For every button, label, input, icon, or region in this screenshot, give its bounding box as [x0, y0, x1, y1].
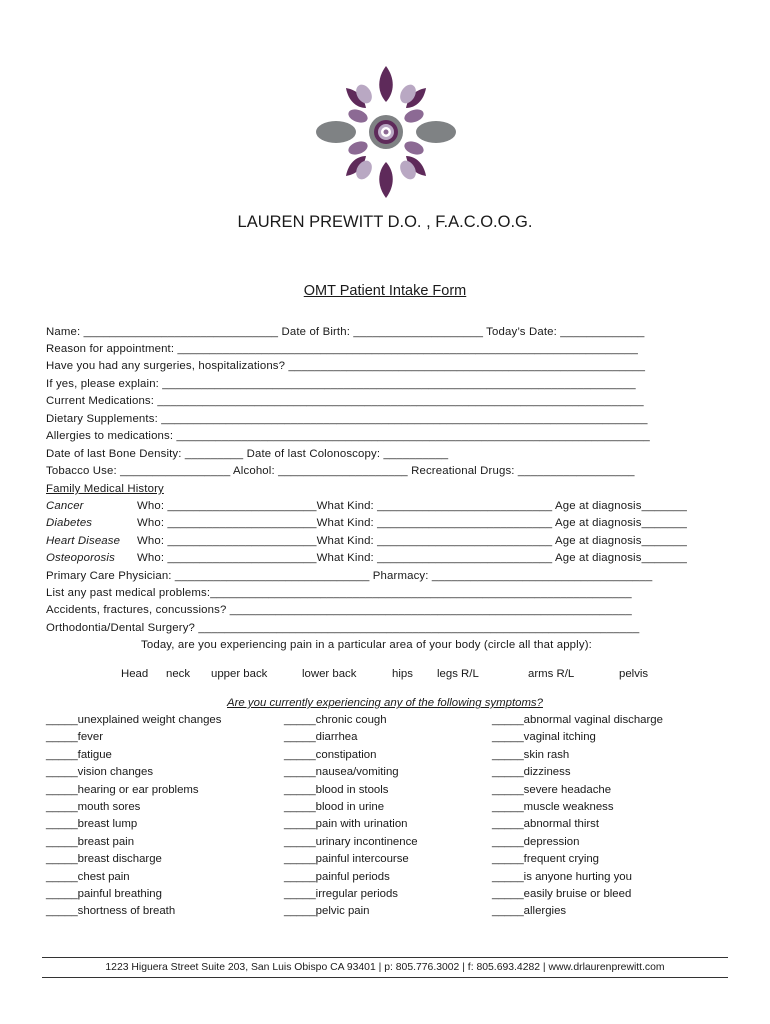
pain-area-upper-back[interactable]: upper back — [211, 668, 268, 680]
symptom-item[interactable]: _____painful intercourse — [284, 853, 409, 866]
symptom-item[interactable]: _____chronic cough — [284, 714, 387, 726]
pain-question: Today, are you experiencing pain in a particular area of your body (circle all that apply): — [141, 639, 592, 651]
symptom-item[interactable]: _____allergies — [492, 905, 567, 918]
pain-area-head[interactable]: Head — [121, 668, 149, 680]
symptom-item[interactable]: _____nausea/vomiting — [284, 766, 399, 779]
disease-heart: Heart Disease — [46, 535, 121, 547]
surgeries-row[interactable]: Have you had any surgeries, hospitalizations? _______________________________________________________ — [46, 360, 646, 372]
pain-area-hips[interactable]: hips — [392, 668, 413, 680]
symptom-item[interactable]: _____is anyone hurting you — [492, 870, 632, 883]
symptom-item[interactable]: _____abnormal vaginal discharge — [492, 714, 663, 726]
tobacco-row[interactable]: Tobacco Use: _________________ Alcohol: ____________________ Recreational Drugs: __________________ — [46, 465, 635, 477]
symptom-item[interactable]: _____unexplained weight changes — [46, 714, 222, 726]
pain-area-legs[interactable]: legs R/L — [437, 668, 479, 680]
symptom-item[interactable]: _____blood in urine — [284, 801, 385, 813]
symptom-item[interactable]: _____shortness of breath — [46, 905, 176, 918]
disease-diabetes: Diabetes — [46, 517, 93, 529]
symptom-item[interactable]: _____breast pain — [46, 835, 135, 848]
footer-address: 1223 Higuera Street Suite 203, San Luis Obispo CA 93401 | p: 805.776.3002 | f: 805.693.4282 | www.drlaurenprewitt.com — [105, 962, 665, 973]
flower-logo — [312, 64, 460, 200]
symptom-item[interactable]: _____pain with urination — [284, 818, 408, 831]
dental-row[interactable]: Orthodontia/Dental Surgery? ____________________________________________________________________ — [46, 622, 640, 634]
disease-cancer: Cancer — [46, 500, 84, 512]
symptom-item[interactable]: _____depression — [492, 835, 580, 848]
symptom-item[interactable]: _____irregular periods — [284, 888, 398, 900]
footer-rule-bottom — [42, 977, 728, 978]
symptom-item[interactable]: _____chest pain — [46, 870, 130, 883]
form-subtitle: OMT Patient Intake Form — [303, 283, 467, 299]
symptom-item[interactable]: _____painful periods — [284, 870, 390, 883]
symptom-item[interactable]: _____easily bruise or bleed — [492, 888, 632, 900]
explain-row[interactable]: If yes, please explain: _________________________________________________________________________ — [46, 378, 636, 390]
symptom-item[interactable]: _____breast discharge — [46, 853, 162, 866]
page-title: LAUREN PREWITT D.O. , F.A.C.O.O.G. — [237, 213, 533, 231]
dates-row[interactable]: Date of last Bone Density: _________ Date of last Colonoscopy: __________ — [46, 448, 449, 460]
symptom-item[interactable]: _____blood in stools — [284, 783, 389, 796]
family-history-heading: Family Medical History — [46, 483, 164, 495]
accidents-row[interactable]: Accidents, fractures, concussions? ______________________________________________________________ — [46, 604, 632, 616]
symptom-item[interactable]: _____fever — [46, 731, 103, 744]
symptom-item[interactable]: _____vision changes — [46, 766, 154, 779]
pain-area-lower-back[interactable]: lower back — [302, 668, 357, 680]
symptoms-heading: Are you currently experiencing any of the following symptoms? — [227, 697, 543, 709]
family-row-cancer[interactable]: Who: _______________________What Kind: ___________________________ Age at diagnosis_______ — [137, 500, 687, 512]
medications-row[interactable]: Current Medications: ___________________________________________________________________________ — [46, 395, 644, 407]
symptom-item[interactable]: _____pelvic pain — [284, 905, 370, 918]
family-row-osteoporosis[interactable]: Who: _______________________What Kind: ___________________________ Age at diagnosis_______ — [137, 552, 687, 564]
symptom-item[interactable]: _____fatigue — [46, 748, 112, 761]
pain-area-arms[interactable]: arms R/L — [528, 668, 575, 680]
symptom-item[interactable]: _____painful breathing — [46, 888, 162, 900]
symptom-item[interactable]: _____diarrhea — [284, 731, 358, 744]
symptom-item[interactable]: _____mouth sores — [46, 801, 141, 813]
symptom-item[interactable]: _____vaginal itching — [492, 731, 596, 744]
pain-area-pelvis[interactable]: pelvis — [619, 668, 649, 680]
symptom-item[interactable]: _____severe headache — [492, 783, 612, 796]
disease-osteoporosis: Osteoporosis — [46, 552, 115, 564]
symptom-item[interactable]: _____hearing or ear problems — [46, 783, 199, 796]
past-problems-row[interactable]: List any past medical problems:_________________________________________________________________ — [46, 587, 632, 599]
symptom-item[interactable]: _____muscle weakness — [492, 801, 614, 813]
symptom-item[interactable]: _____frequent crying — [492, 853, 600, 866]
name-row[interactable]: Name: ______________________________ Date of Birth: ____________________ Today’s Date: _____________ — [46, 326, 645, 338]
symptom-item[interactable]: _____constipation — [284, 748, 377, 761]
symptom-item[interactable]: _____skin rash — [492, 748, 570, 761]
family-row-diabetes[interactable]: Who: _______________________What Kind: ___________________________ Age at diagnosis_______ — [137, 517, 687, 529]
physician-row[interactable]: Primary Care Physician: ______________________________ Pharmacy: __________________________________ — [46, 570, 653, 582]
family-row-heart[interactable]: Who: _______________________What Kind: ___________________________ Age at diagnosis_______ — [137, 535, 687, 547]
symptom-item[interactable]: _____dizziness — [492, 766, 571, 779]
symptom-item[interactable]: _____urinary incontinence — [284, 835, 418, 848]
reason-row[interactable]: Reason for appointment: _______________________________________________________________________ — [46, 343, 638, 355]
footer-rule-top — [42, 957, 728, 958]
supplements-row[interactable]: Dietary Supplements: ___________________________________________________________________________ — [46, 413, 648, 425]
pain-area-neck[interactable]: neck — [166, 668, 191, 680]
symptom-item[interactable]: _____abnormal thirst — [492, 818, 600, 831]
allergies-row[interactable]: Allergies to medications: _________________________________________________________________________ — [46, 430, 650, 442]
symptom-item[interactable]: _____breast lump — [46, 818, 138, 831]
